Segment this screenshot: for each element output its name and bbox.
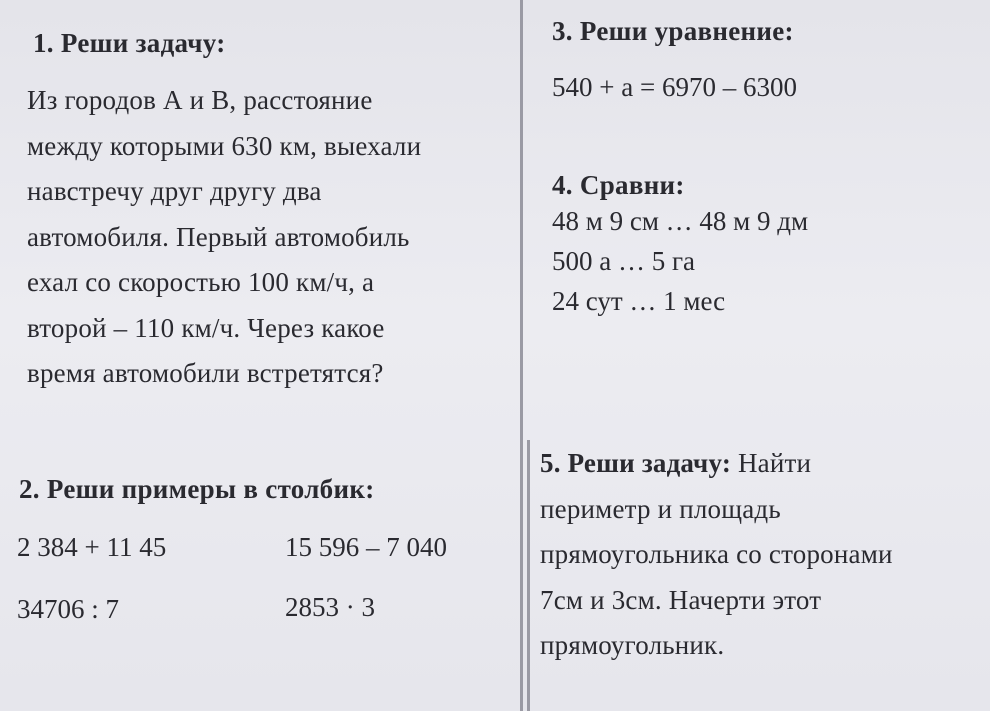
task5-text [540,441,893,669]
task2-title: 2. Реши примеры в столбик: [19,474,375,504]
task2-example: 34706 : 7 [17,594,120,624]
task4-title: 4. Сравни: [552,170,685,200]
task5-line: периметр и площадь [540,493,781,524]
task1-line: Из городов А и В, расстояние [27,85,373,115]
task2-example: 2853 · 3 [285,592,375,622]
task2-example: 2 384 + 11 45 [17,532,167,562]
task4-item: 48 м 9 см … 48 м 9 дм [552,206,809,236]
column-divider-lower [527,440,530,711]
task1-line: автомобиля. Первый автомобиль [27,221,410,252]
task1-line: ехал со скоростью 100 км/ч, а [27,267,375,297]
task5-line: 7см и 3см. Начерти этот [540,584,822,615]
task1-line: между которыми 630 км, выехали [27,130,422,161]
task3-title: 3. Реши уравнение: [552,16,794,46]
task5-title: 5. Реши задачу: [540,448,732,478]
task5-line: Найти [737,448,812,478]
task1-line: время автомобили встретятся? [27,358,384,388]
task5-first-line [540,441,893,487]
task1-line: второй – 110 км/ч. Через какое [27,312,385,343]
task1-line: навстречу друг другу два [27,176,322,206]
column-divider [520,0,523,711]
task5-line: прямоугольника со сторонами [540,539,893,569]
task3-equation: 540 + а = 6970 – 6300 [552,72,797,102]
task4-item: 500 а … 5 га [552,246,696,276]
task5-line: прямоугольник. [540,630,725,660]
task1-title: 1. Реши задачу: [33,28,226,58]
task1-text [27,78,421,397]
task4-item: 24 сут … 1 мес [552,286,726,316]
task2-example: 15 596 – 7 040 [285,532,447,562]
